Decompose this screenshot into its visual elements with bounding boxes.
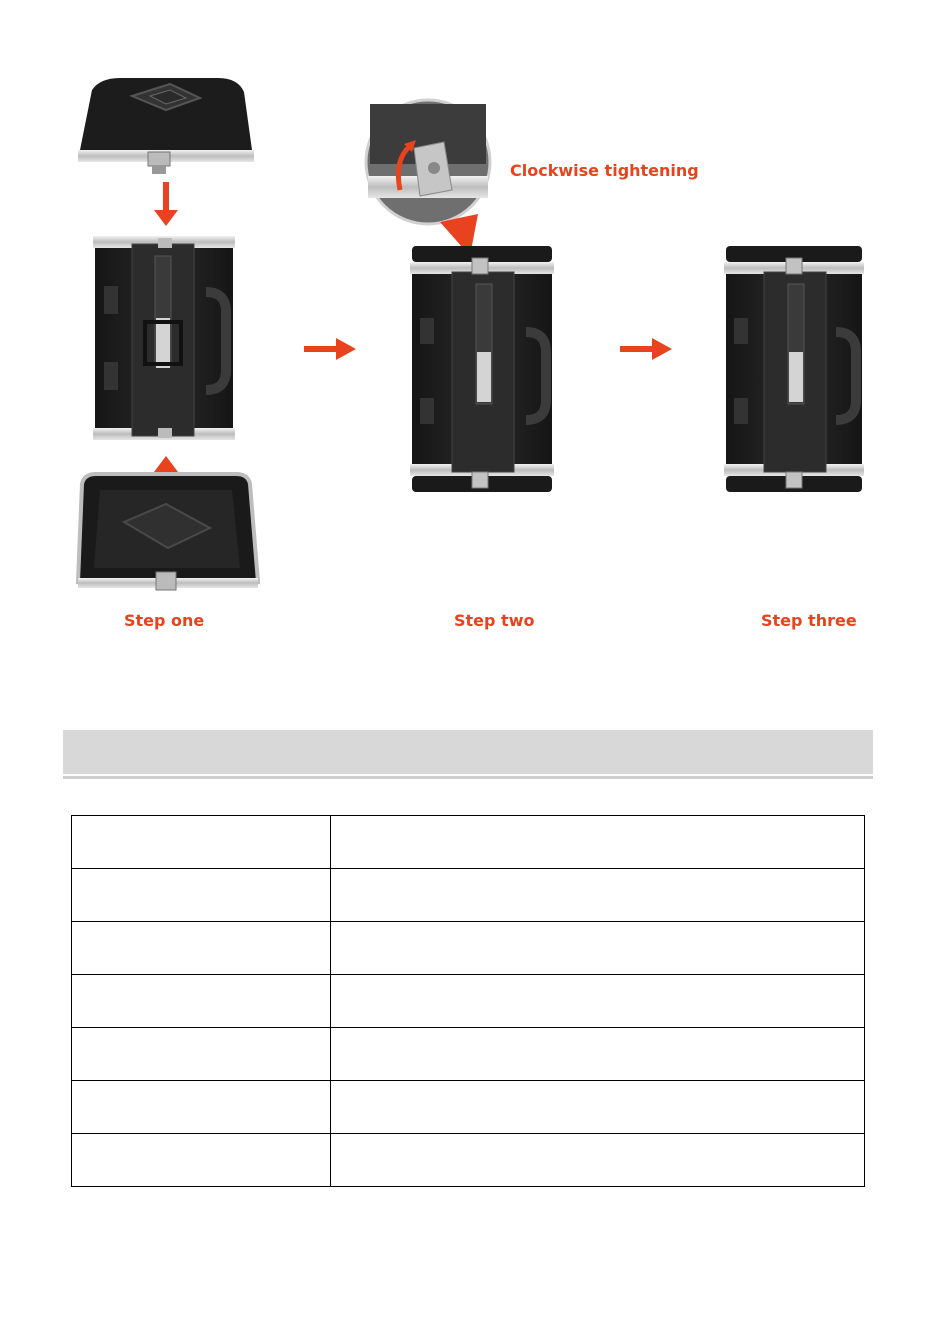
case-body-step-three (724, 246, 864, 492)
table-cell-key (72, 869, 331, 922)
arrow-right-icon (304, 338, 356, 360)
table-cell-key (72, 816, 331, 869)
table-cell-key (72, 975, 331, 1028)
top-lid-image (78, 78, 254, 174)
bottom-tray-image (78, 474, 258, 590)
step-two-label: Step two (454, 611, 535, 630)
section-header-bar (63, 730, 873, 774)
step-three-label: Step three (761, 611, 857, 630)
arrow-down-icon (154, 182, 178, 226)
section-divider (63, 776, 873, 779)
table-row (72, 975, 865, 1028)
table-cell-value (331, 975, 865, 1028)
table-row (72, 816, 865, 869)
table-cell-value (331, 922, 865, 975)
table-cell-key (72, 1081, 331, 1134)
case-body-step-one (93, 236, 235, 440)
table-row (72, 1134, 865, 1187)
spec-table (71, 815, 865, 1187)
table-row (72, 1081, 865, 1134)
table-cell-key (72, 1028, 331, 1081)
table-cell-key (72, 1134, 331, 1187)
step-one-label: Step one (124, 611, 205, 630)
table-cell-value (331, 1028, 865, 1081)
table-cell-value (331, 816, 865, 869)
table-cell-key (72, 922, 331, 975)
latch-closeup-image (366, 100, 490, 224)
assembly-illustration (0, 0, 932, 660)
case-body-step-two (410, 246, 554, 492)
table-row (72, 869, 865, 922)
table-cell-value (331, 1081, 865, 1134)
table-cell-value (331, 869, 865, 922)
assembly-figure (0, 0, 932, 660)
arrow-right-icon (620, 338, 672, 360)
table-cell-value (331, 1134, 865, 1187)
callout-label: Clockwise tightening (510, 161, 699, 180)
table-row (72, 922, 865, 975)
table-row (72, 1028, 865, 1081)
